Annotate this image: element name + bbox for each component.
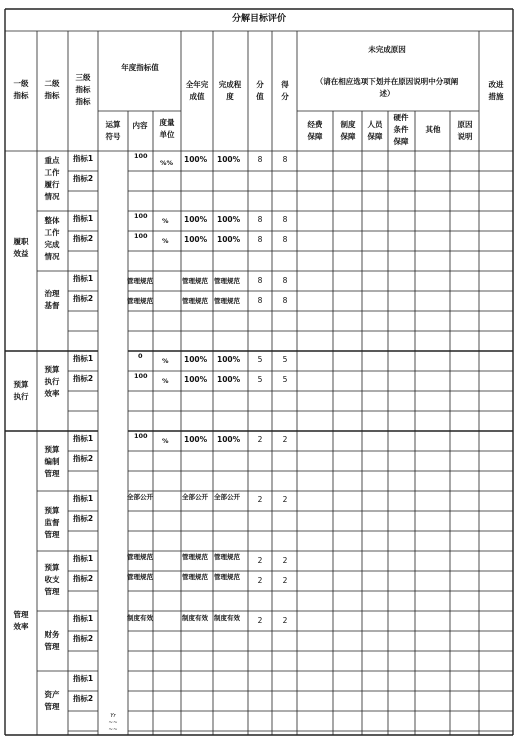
level2-budget-rate-l1: 预算 [44, 365, 60, 374]
score-r17: 2 [282, 495, 288, 504]
header-reason-funding-line1: 经费 [307, 120, 323, 129]
comp-r20: 管理规范 [214, 553, 240, 561]
ind-r26: 指标1 [72, 674, 94, 683]
ind-r20: 指标1 [72, 554, 94, 563]
header-score-line2: 分 [281, 92, 289, 101]
level1-mgmt-line1: 管理 [13, 610, 29, 619]
header-reason-hardware-line2: 条件 [393, 125, 409, 134]
header-annual-target: 年度指标值 [121, 63, 159, 72]
comp-r23: 制度有效 [214, 614, 240, 622]
header-score-line1: 得 [281, 80, 289, 89]
full-r14: 100% [184, 435, 208, 444]
level1-budget-line2: 执行 [13, 392, 29, 401]
content-r11: 0 [138, 352, 143, 360]
header-reason-staff-line2: 保障 [367, 132, 383, 141]
header-reason-staff-line1: 人员 [367, 120, 383, 129]
level1-labels [14, 236, 29, 631]
ind-r6: 指标2 [72, 234, 94, 243]
score-r6: 8 [282, 235, 288, 244]
full-r8: 管理规范 [182, 277, 208, 285]
level2-budget-prep-l1: 预算 [44, 445, 60, 454]
content-r23: 制度有效 [127, 614, 153, 622]
comp-r5: 100% [217, 215, 241, 224]
header-reasons-title: 未完成原因 [368, 45, 406, 54]
header-unit-line1: 度量 [159, 118, 175, 127]
ind-r1: 指标1 [72, 154, 94, 163]
content-r12: 100 [134, 372, 148, 380]
header-reason-system-line1: 制度 [340, 120, 356, 129]
header-reason-explain-line1: 原因 [457, 120, 473, 129]
score-r12: 5 [282, 375, 288, 384]
footer-mark [108, 713, 118, 733]
level1-perf-line2: 效益 [13, 249, 29, 258]
weight-r21: 2 [257, 576, 263, 585]
level2-receipt-l3: 管理 [44, 587, 60, 596]
ind-r24: 指标2 [72, 634, 94, 643]
header-calc-symbol-line2: 符号 [105, 132, 121, 141]
level2-budget-rate-l2: 执行 [44, 377, 60, 386]
weight-r1: 8 [257, 155, 263, 164]
unit-r5: % [162, 217, 169, 225]
header-completion-line2: 度 [226, 92, 234, 101]
header-reasons-note-line1: （请在相应选项下划并在原因说明中分项阐 [315, 77, 459, 86]
level2-key-work-l1: 重点 [44, 156, 60, 165]
header-reasons-note-line2: 述） [379, 89, 395, 98]
weight-r5: 8 [257, 215, 263, 224]
header-reason-system-line2: 保障 [340, 132, 356, 141]
weight-r6: 8 [257, 235, 263, 244]
comp-r11: 100% [217, 355, 241, 364]
ind-r17: 指标1 [72, 494, 94, 503]
full-r12: 100% [184, 375, 208, 384]
content-r17: 全部公开 [127, 493, 153, 501]
level2-overall-l4: 情况 [44, 252, 60, 261]
full-r23: 制度有效 [182, 614, 208, 622]
comp-r8: 管理规范 [214, 277, 240, 285]
unit-r12: % [162, 377, 169, 385]
header-reason-funding-line2: 保障 [307, 132, 323, 141]
comp-r12: 100% [217, 375, 241, 384]
ind-r14: 指标1 [72, 434, 94, 443]
content-r20: 管理规范 [127, 553, 153, 561]
level2-asset-l2: 管理 [44, 702, 60, 711]
header-level1-line1: 一级 [13, 79, 29, 88]
level2-overall-l3: 完成 [44, 240, 60, 249]
header-weight-line1: 分 [256, 80, 264, 89]
ind-r8: 指标1 [72, 274, 94, 283]
header-completion-line1: 完成程 [218, 80, 242, 89]
level1-perf-line1: 履职 [13, 237, 29, 246]
ind-r15: 指标2 [72, 454, 94, 463]
comp-r6: 100% [217, 235, 241, 244]
footer-mark-line3: ~~ [108, 727, 118, 733]
level1-budget-line1: 预算 [13, 380, 29, 389]
weight-r8: 8 [257, 276, 263, 285]
full-r9: 管理规范 [182, 297, 208, 305]
level1-mgmt-line2: 效率 [13, 622, 29, 631]
ind-r23: 指标1 [72, 614, 94, 623]
full-r20: 管理规范 [182, 553, 208, 561]
comp-r1: 100% [217, 155, 241, 164]
footer-mark-line1: Yr [110, 713, 116, 719]
comp-r14: 100% [217, 435, 241, 444]
header-reason-other: 其他 [425, 125, 441, 134]
level2-supervision-l1: 预算 [44, 506, 60, 515]
header-reason-hardware-line1: 硬件 [393, 113, 409, 122]
level2-finance-l2: 管理 [44, 642, 60, 651]
header-level2-line1: 二级 [44, 79, 60, 88]
level2-governance-l2: 基督 [44, 301, 60, 310]
full-r6: 100% [184, 235, 208, 244]
level2-overall-l1: 整体 [44, 216, 60, 225]
weight-r17: 2 [257, 495, 263, 504]
comp-r9: 管理规范 [214, 297, 240, 305]
level2-supervision-l2: 监督 [44, 518, 60, 527]
content-r5: 100 [134, 212, 148, 220]
unit-r14: % [162, 437, 169, 445]
unit-r6: % [162, 237, 169, 245]
ind-r11: 指标1 [72, 354, 94, 363]
level3-labels [72, 153, 93, 703]
full-r1: 100% [184, 155, 208, 164]
level2-overall-l2: 工作 [44, 228, 60, 237]
level2-budget-prep-l2: 编制 [44, 457, 60, 466]
level2-finance-l1: 财务 [44, 630, 60, 639]
content-r8: 管理规范 [127, 277, 153, 285]
score-r20: 2 [282, 556, 288, 565]
full-r17: 全部公开 [182, 493, 208, 501]
header-reason-explain-line2: 说明 [457, 132, 473, 141]
level2-budget-rate-l3: 效率 [44, 389, 60, 398]
level2-labels [44, 155, 60, 711]
content-r1: 100 [134, 152, 148, 160]
score-r23: 2 [282, 616, 288, 625]
footer-mark-line2: ~~ [108, 720, 118, 726]
header-improvement-line2: 措施 [488, 92, 504, 101]
data-cells [127, 152, 288, 625]
header-level2-line2: 指标 [44, 91, 60, 100]
ind-r9: 指标2 [72, 294, 94, 303]
ind-r12: 指标2 [72, 374, 94, 383]
score-r21: 2 [282, 576, 288, 585]
ind-r5: 指标1 [72, 214, 94, 223]
header-calc-symbol-line1: 运算 [105, 120, 121, 129]
weight-r11: 5 [257, 355, 263, 364]
full-r21: 管理规范 [182, 573, 208, 581]
header-full-year-line2: 成值 [189, 92, 205, 101]
content-r9: 管理规范 [127, 297, 153, 305]
weight-r23: 2 [257, 616, 263, 625]
weight-r14: 2 [257, 435, 263, 444]
header-reason-hardware-line3: 保障 [393, 137, 409, 146]
header-weight-line2: 值 [256, 92, 264, 101]
weight-r9: 8 [257, 296, 263, 305]
unit-r11: % [162, 357, 169, 365]
score-r9: 8 [282, 296, 288, 305]
score-r1: 8 [282, 155, 288, 164]
unit-r1: %% [160, 159, 174, 167]
score-r8: 8 [282, 276, 288, 285]
header-content: 内容 [132, 121, 148, 130]
full-r5: 100% [184, 215, 208, 224]
ind-r27: 指标2 [72, 694, 94, 703]
header-row [13, 44, 504, 146]
header-improvement-line1: 改进 [488, 80, 504, 89]
level2-key-work-l3: 履行 [44, 180, 60, 189]
comp-r21: 管理规范 [214, 573, 240, 581]
level2-asset-l1: 资产 [44, 690, 60, 699]
level2-receipt-l1: 预算 [44, 563, 60, 572]
ind-r18: 指标2 [72, 514, 94, 523]
score-r14: 2 [282, 435, 288, 444]
comp-r17: 全部公开 [214, 493, 240, 501]
weight-r12: 5 [257, 375, 263, 384]
header-level3-line2: 指标 [75, 85, 91, 94]
weight-r20: 2 [257, 556, 263, 565]
header-level1-line2: 指标 [13, 91, 29, 100]
header-unit-line2: 单位 [159, 130, 175, 139]
content-r14: 100 [134, 432, 148, 440]
level2-receipt-l2: 收支 [44, 575, 60, 584]
header-level3-line3: 指标 [75, 97, 91, 106]
table-title: 分解目标评价 [231, 14, 287, 24]
content-r6: 100 [134, 232, 148, 240]
ind-r21: 指标2 [72, 574, 94, 583]
content-r21: 管理规范 [127, 573, 153, 581]
ind-r2: 指标2 [72, 174, 94, 183]
score-r11: 5 [282, 355, 288, 364]
level2-key-work-l4: 情况 [44, 192, 60, 201]
header-level3-line1: 三级 [75, 73, 91, 82]
score-r5: 8 [282, 215, 288, 224]
header-full-year-line1: 全年完 [185, 80, 209, 89]
table-grid [5, 9, 513, 735]
level2-budget-prep-l3: 管理 [44, 469, 60, 478]
level2-governance-l1: 治理 [44, 289, 60, 298]
level2-key-work-l2: 工作 [44, 168, 60, 177]
level2-supervision-l3: 管理 [44, 530, 60, 539]
full-r11: 100% [184, 355, 208, 364]
